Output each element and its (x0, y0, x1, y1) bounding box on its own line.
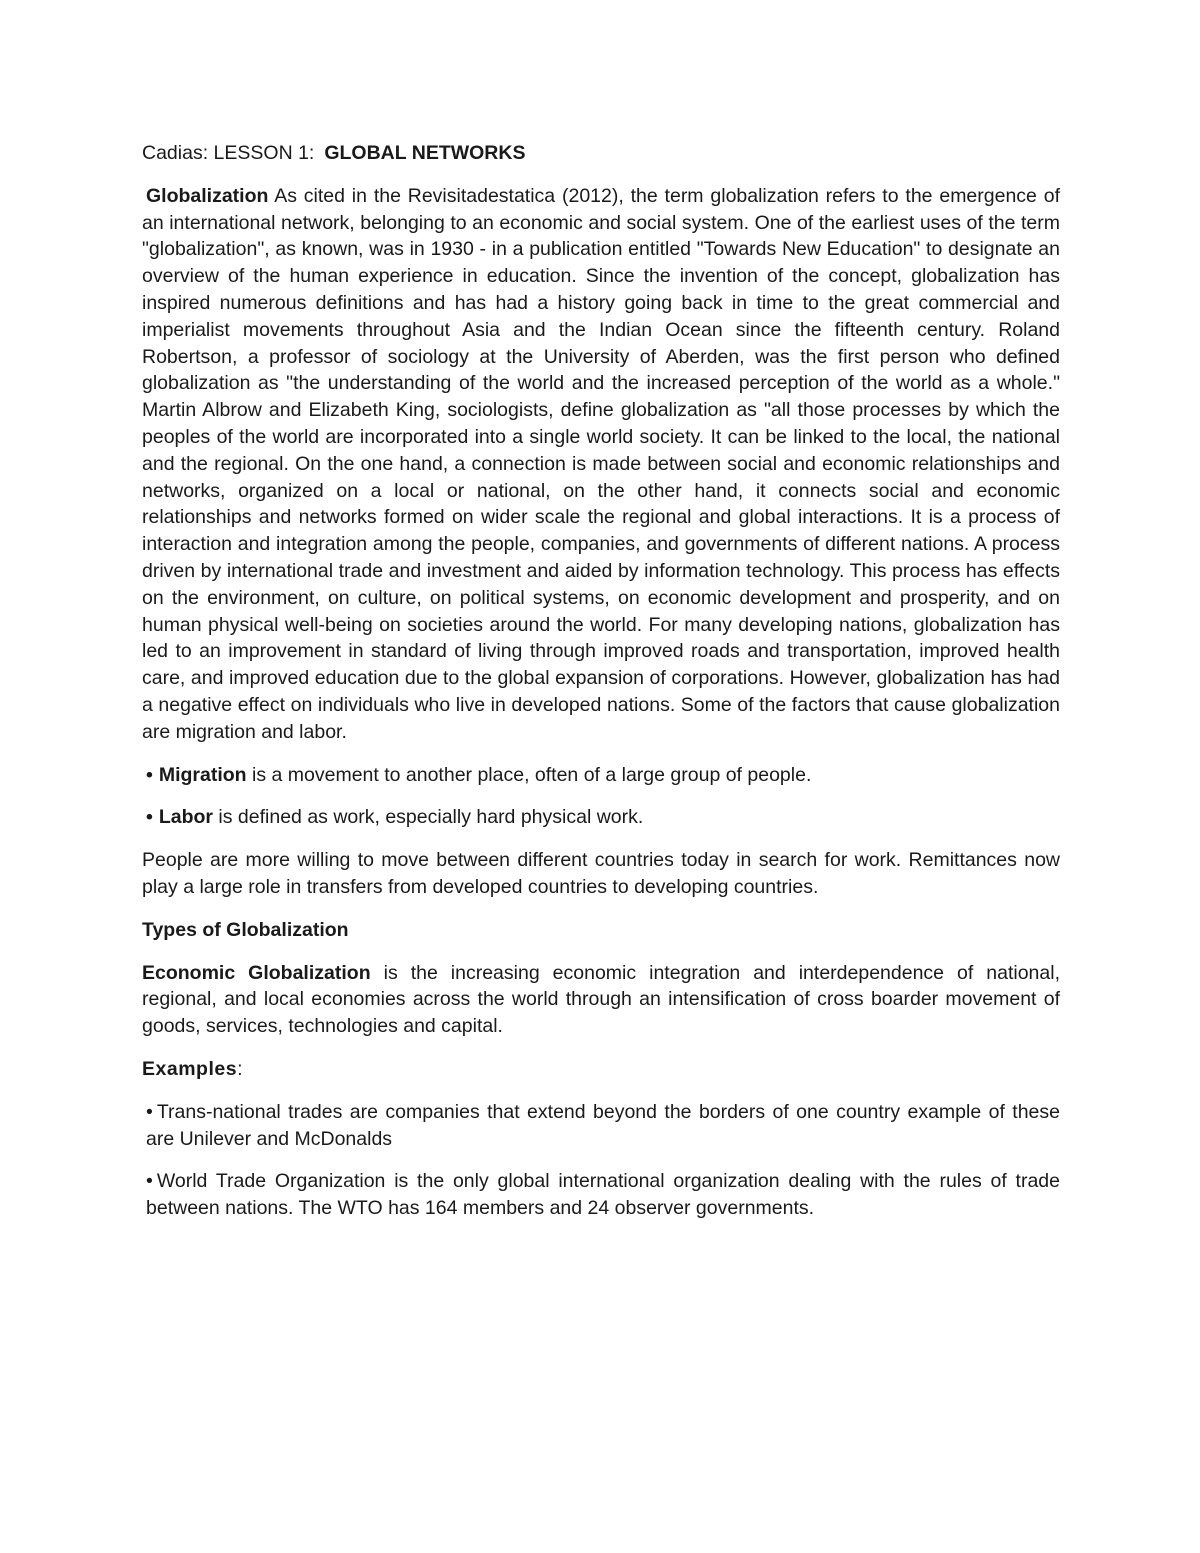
factor-text: is a movement to another place, often of a large group of people. (252, 763, 812, 786)
examples-colon: : (237, 1057, 243, 1080)
factor-term: Migration (158, 763, 247, 786)
economic-globalization-term: Economic Globalization (142, 961, 371, 984)
bullet-icon: • (146, 763, 153, 786)
example-text: Trans-national trades are companies that extend beyond the borders of one country example of these are Unilever and McDonalds (146, 1100, 1060, 1150)
factor-term: Labor (158, 806, 213, 829)
globalization-paragraph (142, 183, 1060, 746)
example-item (142, 1168, 1060, 1222)
examples-title (142, 1056, 1060, 1083)
example-item (142, 1099, 1060, 1153)
bullet-icon: • (146, 1100, 153, 1123)
factor-text: is defined as work, especially hard physical work. (218, 806, 644, 829)
factor-labor (142, 804, 1060, 831)
factor-migration (142, 762, 1060, 789)
globalization-term: Globalization (146, 184, 269, 207)
economic-globalization-text: is the increasing economic integration and interdependence of national, regional, and local economies across the world through an intensification of cross boarder movement of goods, services, technologies and capital. (142, 961, 1060, 1038)
lesson-prefix: Cadias: LESSON 1: (142, 142, 315, 164)
bullet-icon: • (146, 806, 153, 829)
lesson-title: GLOBAL NETWORKS (324, 142, 526, 164)
example-text: World Trade Organization is the only global international organization dealing with the rules of trade between nations. The WTO has 164 members and 24 observer governments. (146, 1170, 1060, 1220)
economic-globalization-paragraph (142, 960, 1060, 1040)
document-page (142, 140, 1060, 1238)
globalization-text: As cited in the Revisitadestatica (2012), the term globalization refers to the emergence of an international network, belonging to an economic and social system. One of the earliest uses of the term "globalization", as known, was in 1930 - in a publication entitled "Towards New Education" to designate an overview of the human experience in education. Since the invention of the concept, globalization has inspired numerous definitions and has had a history going back in time to the great commercial and imperialist movements throughout Asia and the Indian Ocean since the fifteenth century. Roland Robertson, a professor of sociology at the University of Aberden, was the first person who defined globalization as "the understanding of the world and the increased perception of the world as a whole." Martin Albrow and Elizabeth King, sociologists, define globalization as "all those processes by which the peoples of the world are incorporated into a single world society. It can be linked to the local, the national and the regional. On the one hand, a connection is made between social and economic relationships and networks, organized on a local or national, on the other hand, it connects social and economic relationships and networks formed on wider scale the regional and global interactions. It is a process of interaction and integration among the people, companies, and governments of different nations. A process driven by international trade and investment and aided by information technology. This process has effects on the environment, on culture, on political systems, on economic development and prosperity, and on human physical well-being on societies around the world. For many developing nations, globalization has led to an improvement in standard of living through improved roads and transportation, improved health care, and improved education due to the global expansion of corporations. However, globalization has had a negative effect on individuals who live in developed nations. Some of the factors that cause globalization are migration and labor. (142, 184, 1061, 743)
lesson-heading (142, 140, 1060, 167)
examples-label: Examples (142, 1057, 238, 1080)
people-paragraph: People are more willing to move between different countries today in search for work. Remittances now play a large role in transfers from developed countries to developing countries. (142, 849, 1060, 898)
types-title: Types of Globalization (142, 918, 349, 941)
bullet-icon: • (146, 1170, 153, 1193)
